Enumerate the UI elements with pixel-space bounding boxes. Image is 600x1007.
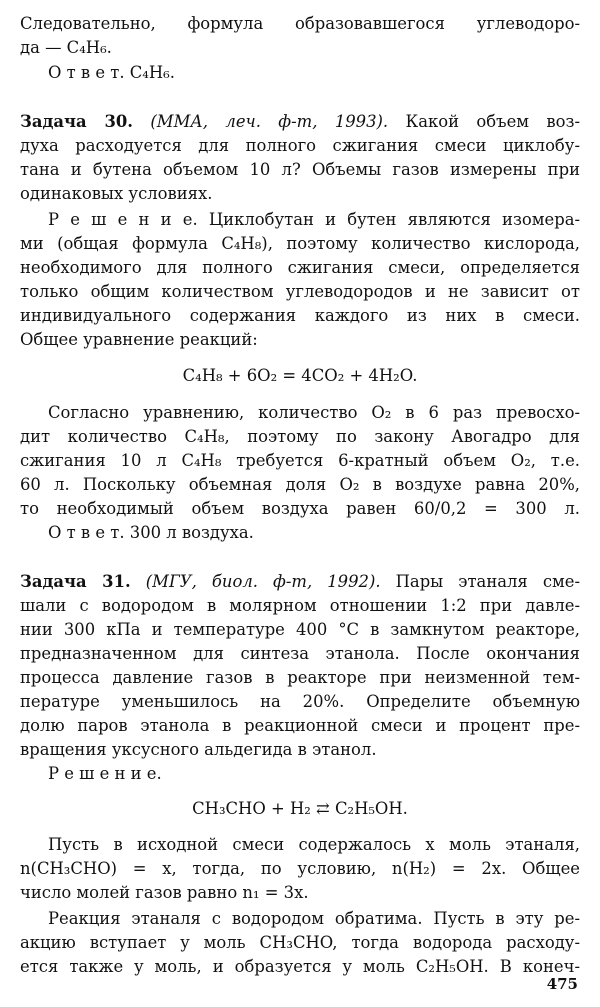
problem-31-heading: Задача 31. (МГУ, биол. ф-т, 1992). Пары этаналя сме-	[20, 572, 580, 591]
text-line: нии 300 кПа и температуре 400 °C в замкнутом реакторе,	[20, 620, 580, 639]
text-line: вращения уксусного альдегида в этанол.	[20, 740, 377, 759]
text-line: шали с водородом в молярном отношении 1:2 при давле-	[20, 596, 580, 615]
text-line: ми (общая формула C₄H₈), поэтому количество кислорода,	[20, 234, 580, 253]
solution-line: Р е ш е н и е.	[48, 764, 162, 783]
equation: C₄H₈ + 6O₂ = 4CO₂ + 4H₂O.	[182, 366, 418, 385]
answer-line: О т в е т. 300 л воздуха.	[48, 523, 254, 542]
text-line: то необходимый объем воздуха равен 60/0,2 = 300 л.	[20, 499, 580, 518]
text-line: ется также y моль, и образуется y моль C₂H₅OH. В конеч-	[20, 957, 580, 976]
text-line: долю паров этанола в реакционной смеси и процент пре-	[20, 716, 580, 735]
problem-30-heading: Задача 30. (ММА, леч. ф-т, 1993). Какой объем воз-	[20, 112, 580, 131]
text-line: пературе уменьшилось на 20%. Определите объемную	[20, 692, 580, 711]
text-line: Реакция этаналя с водородом обратима. Пусть в эту ре-	[48, 909, 580, 928]
equation: CH₃CHO + H₂ ⇄ C₂H₅OH.	[192, 799, 408, 818]
text-line: Пусть в исходной смеси содержалось x моль этаналя,	[48, 835, 580, 854]
text-line: дит количество C₄H₈, поэтому по закону Авогадро для	[20, 427, 580, 446]
text-line: Общее уравнение реакций:	[20, 330, 258, 349]
text-line: одинаковых условиях.	[20, 184, 213, 203]
text-line: предназначенном для синтеза этанола. После окончания	[20, 644, 580, 663]
text-line: n(CH₃CHO) = x, тогда, по условию, n(H₂) = 2x. Общее	[20, 859, 580, 878]
page-number: 475	[546, 975, 578, 993]
text-line: необходимого для полного сжигания смеси, определяется	[20, 258, 580, 277]
text-line: Согласно уравнению, количество O₂ в 6 раз превосхо-	[48, 403, 580, 422]
answer-line: О т в е т. C₄H₆.	[48, 63, 175, 82]
text-line: число молей газов равно n₁ = 3x.	[20, 883, 309, 902]
text-line: Следовательно, формула образовавшегося углеводоро-	[20, 14, 580, 33]
text-line: тана и бутена объемом 10 л? Объемы газов измерены при	[20, 160, 580, 179]
text-line: только общим количеством углеводородов и не зависит от	[20, 282, 580, 301]
text-line: акцию вступает y моль CH₃CHO, тогда водорода расходу-	[20, 933, 580, 952]
text-line: да — C₄H₆.	[20, 38, 112, 57]
text-line: процесса давление газов в реакторе при неизменной тем-	[20, 668, 580, 687]
text-line: индивидуального содержания каждого из них в смеси.	[20, 306, 580, 325]
text-line: сжигания 10 л C₄H₈ требуется 6-кратный объем O₂, т.е.	[20, 451, 580, 470]
text-line: духа расходуется для полного сжигания смеси циклобу-	[20, 136, 580, 155]
solution-line: Р е ш е н и е. Циклобутан и бутен являются изомера-	[48, 210, 580, 229]
text-line: 60 л. Поскольку объемная доля O₂ в воздухе равна 20%,	[20, 475, 580, 494]
